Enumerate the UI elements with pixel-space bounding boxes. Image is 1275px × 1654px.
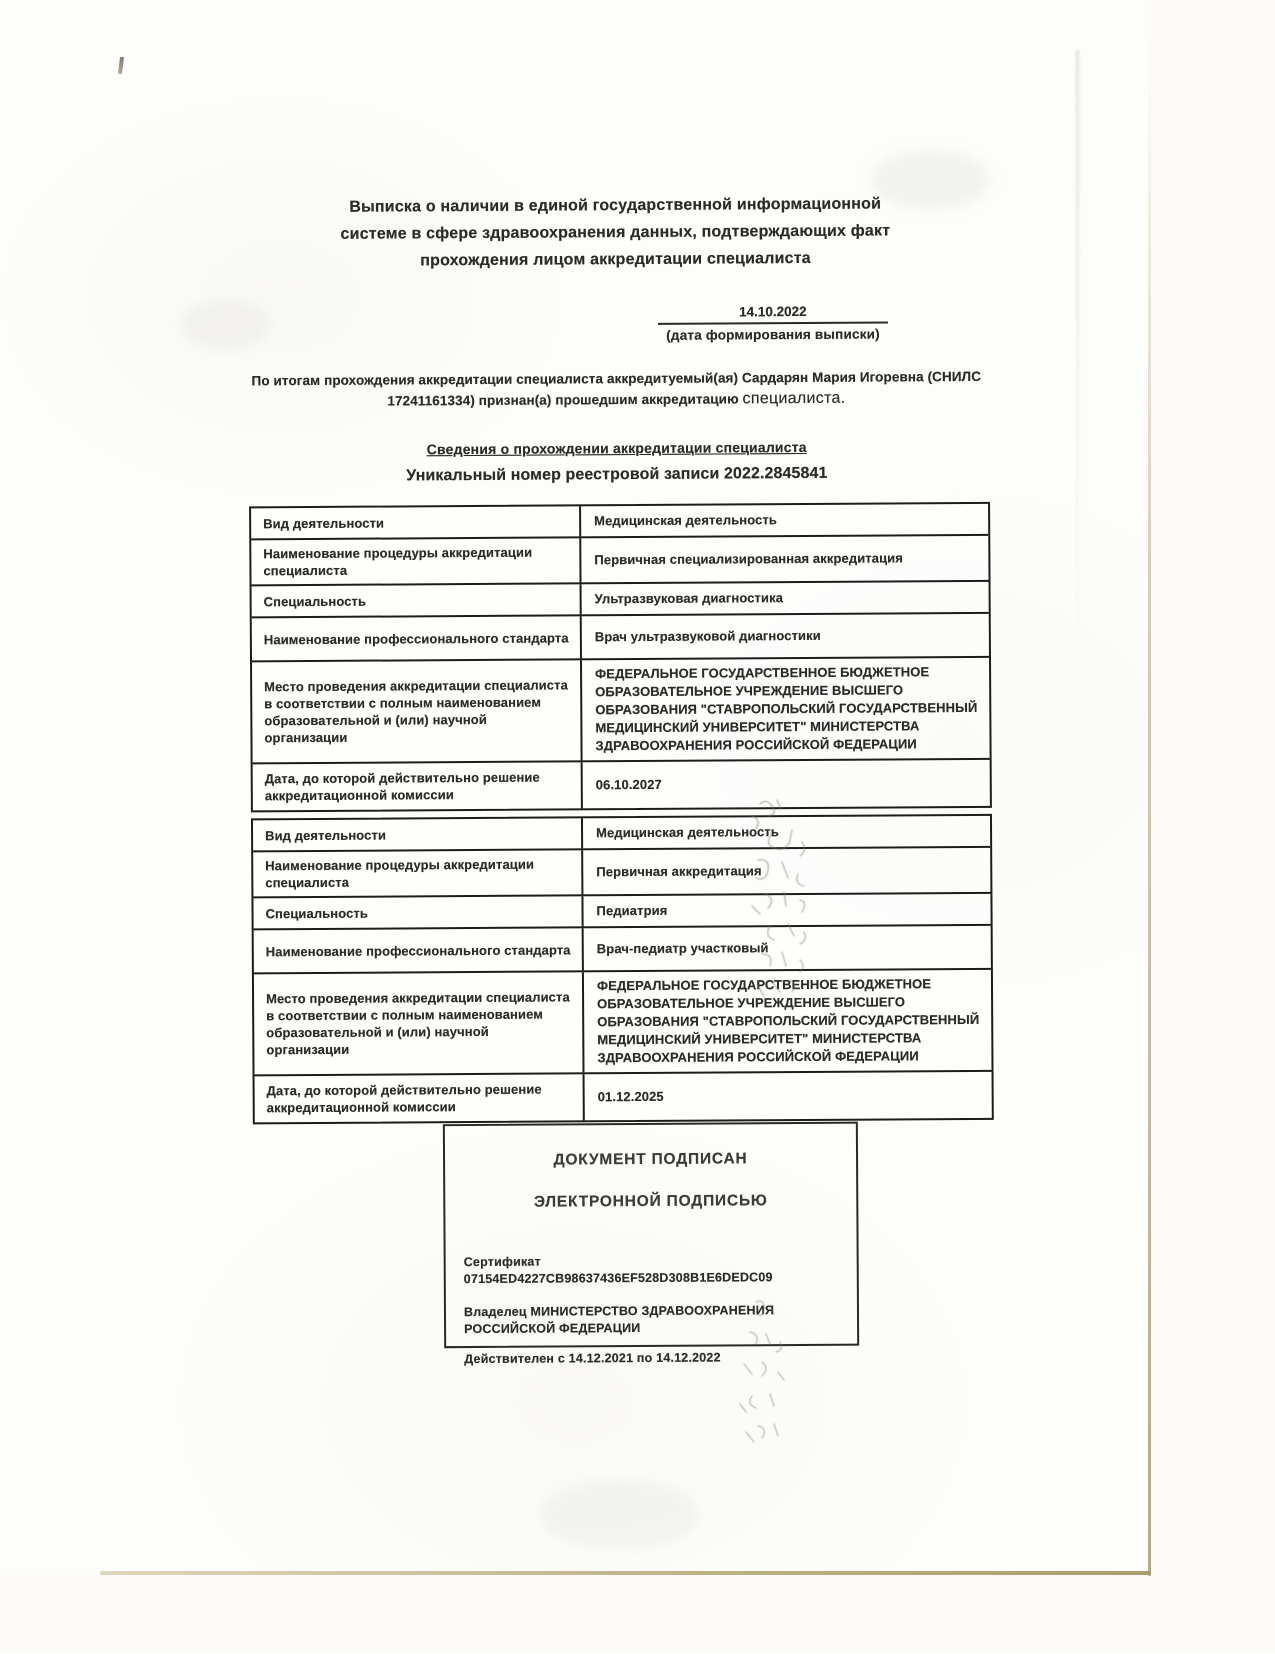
row-value: Первичная специализированная аккредитация: [594, 550, 903, 568]
row-label: Наименование процедуры аккредитации специалиста: [251, 538, 581, 584]
owner-line: Владелец МИНИСТЕРСТВО ЗДРАВООХРАНЕНИЯ РОССИЙСКОЙ ФЕДЕРАЦИИ: [463, 1303, 775, 1337]
scan-stain: [540, 1480, 700, 1550]
validity-line: Действителен с 14.12.2021 по 14.12.2022: [464, 1350, 721, 1367]
row-label: Вид деятельности: [253, 818, 583, 850]
table-row: [254, 924, 991, 973]
title-line-3: прохождения лицом аккредитации специалиста: [420, 249, 811, 270]
scanner-background-right: [1151, 0, 1275, 1650]
extract-date-caption: (дата формирования выписки): [658, 321, 888, 342]
page-edge-right: [1148, 40, 1151, 1576]
paper-crease: [1076, 50, 1079, 690]
document-title: [105, 189, 1125, 276]
intro-line-2-text: 17241161334) признан(а) прошедшим аккредитацию: [387, 391, 739, 409]
row-label: Наименование процедуры аккредитации специалиста: [253, 850, 583, 896]
intro-tail-word: специалиста.: [742, 389, 846, 408]
registry-number-line: Уникальный номер реестровой записи 2022.2845841: [406, 464, 828, 485]
signature-title-line-2: ЭЛЕКТРОННОЙ ПОДПИСЬЮ: [533, 1192, 768, 1211]
page-edge-bottom: [100, 1571, 1151, 1575]
table-row: [252, 580, 989, 617]
table-row: [255, 1070, 992, 1123]
title-line-1: Выписка о наличии в единой государственной информационной: [349, 195, 882, 216]
extract-date: 14.10.2022: [739, 303, 807, 320]
row-value: Первичная аккредитация: [596, 863, 762, 880]
table-row: [251, 504, 988, 539]
row-label: Место проведения аккредитации специалиста в соответствии с полным наименованием образовательной и (или) научной организации: [252, 660, 583, 762]
row-value: ФЕДЕРАЛЬНОЕ ГОСУДАРСТВЕННОЕ БЮДЖЕТНОЕ ОБРАЗОВАТЕЛЬНОЕ УЧРЕЖДЕНИЕ ВЫСШЕГО ОБРАЗОВАНИЯ "СТАВРОПОЛЬСКИЙ ГОСУДАРСТВЕННЫЙ МЕДИЦИНСКИЙ УНИВЕРСИТЕТ" МИНИСТЕРСТВА ЗДРАВООХРАНЕНИЯ РОССИЙСКОЙ ФЕДЕРАЦИИ: [596, 976, 980, 1066]
row-value: Врач-педиатр участковый: [596, 940, 769, 957]
table-row: [253, 816, 990, 851]
table-row: [253, 846, 990, 897]
table-row: [253, 758, 990, 811]
table-row: [254, 968, 992, 1075]
row-value: 06.10.2027: [595, 776, 662, 793]
intro-paragraph: [116, 365, 1116, 413]
row-value: Медицинская деятельность: [594, 512, 778, 529]
row-value: 01.12.2025: [597, 1088, 664, 1105]
scan-stain: [180, 300, 270, 350]
accreditation-table-2: [251, 814, 994, 1125]
extract-date-block: [658, 303, 888, 342]
faded-ink-smudge: [700, 1292, 830, 1457]
row-value: Врач ультразвуковой диагностики: [594, 627, 821, 645]
row-value: Ультразвуковая диагностика: [594, 590, 784, 607]
faded-stamp-artifact: [722, 790, 832, 1005]
scan-stain: [870, 150, 990, 210]
row-label: Вид деятельности: [251, 506, 581, 538]
intro-line-1: По итогам прохождения аккредитации специалиста аккредитуемый(ая) Сардарян Мария Игоревна (СНИЛС: [251, 368, 982, 389]
row-label: Специальность: [253, 896, 583, 928]
title-line-2: системе в сфере здравоохранения данных, подтверждающих факт: [340, 222, 891, 243]
row-label: Наименование профессионального стандарта: [252, 616, 582, 660]
section-heading: Сведения о прохождении аккредитации специалиста: [426, 438, 807, 458]
row-value: ФЕДЕРАЛЬНОЕ ГОСУДАРСТВЕННОЕ БЮДЖЕТНОЕ ОБРАЗОВАТЕЛЬНОЕ УЧРЕЖДЕНИЕ ВЫСШЕГО ОБРАЗОВАНИЯ "СТАВРОПОЛЬСКИЙ ГОСУДАРСТВЕННЫЙ МЕДИЦИНСКИЙ УНИВЕРСИТЕТ" МИНИСТЕРСТВА ЗДРАВООХРАНЕНИЯ РОССИЙСКОЙ ФЕДЕРАЦИИ: [595, 664, 978, 754]
accreditation-table-1: [249, 502, 992, 813]
signature-title-line-1: ДОКУМЕНТ ПОДПИСАН: [553, 1150, 748, 1169]
table-row: [252, 656, 990, 763]
certificate-line: Сертификат 07154ED4227CB98637436EF528D308B1E6DEDC09: [463, 1254, 773, 1287]
scanner-background-bottom: [0, 1575, 1275, 1650]
row-label: Специальность: [252, 584, 582, 616]
row-label: Место проведения аккредитации специалиста в соответствии с полным наименованием образовательной и (или) научной организации: [254, 972, 585, 1074]
row-label: Дата, до которой действительно решение аккредитационной комиссии: [255, 1074, 585, 1122]
row-value: Медицинская деятельность: [596, 824, 779, 841]
table-row: [252, 612, 989, 661]
row-label: Дата, до которой действительно решение аккредитационной комиссии: [253, 762, 583, 810]
row-value: Педиатрия: [596, 902, 668, 919]
table-row: [251, 534, 988, 585]
table-row: [253, 892, 990, 929]
row-label: Наименование профессионального стандарта: [254, 928, 584, 972]
